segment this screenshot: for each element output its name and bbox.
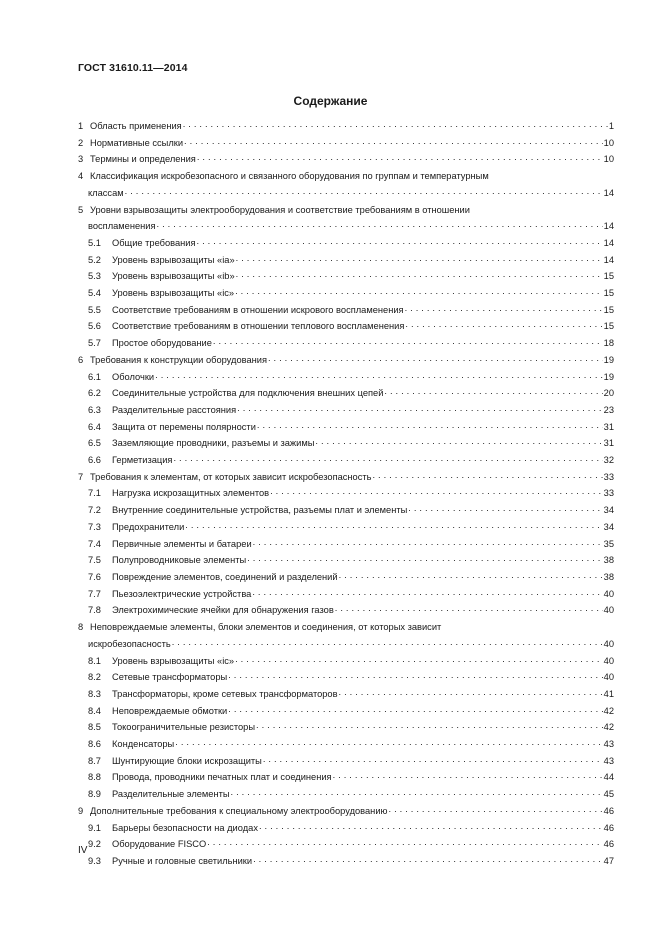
toc-entry-label bbox=[88, 653, 234, 670]
toc-entry[interactable] bbox=[78, 602, 614, 619]
toc-entry-title: Барьеры безопасности на диодах bbox=[112, 822, 258, 833]
leader-dots bbox=[125, 186, 603, 196]
leader-dots bbox=[236, 253, 603, 263]
toc-entry-page: 42 bbox=[603, 722, 614, 733]
toc-entry-page: 43 bbox=[603, 739, 614, 750]
leader-dots bbox=[405, 319, 602, 329]
toc-entry-label bbox=[88, 419, 256, 436]
toc-entry-label bbox=[88, 402, 236, 419]
toc-entry-title: Уровень взрывозащиты «ia» bbox=[112, 254, 235, 265]
toc-entry-label bbox=[88, 285, 234, 302]
toc-entry-label bbox=[88, 820, 258, 837]
toc-entry-number: 7.1 bbox=[88, 488, 101, 499]
toc-entry[interactable] bbox=[78, 369, 614, 386]
toc-entry-label bbox=[78, 619, 441, 636]
toc-entry-number: 7.3 bbox=[88, 521, 101, 532]
toc-entry-page: 40 bbox=[603, 588, 614, 599]
leader-dots bbox=[270, 486, 603, 496]
leader-dots bbox=[372, 470, 602, 480]
leader-dots bbox=[389, 804, 603, 814]
document-header: ГОСТ 31610.11—2014 bbox=[78, 62, 188, 74]
toc-entry[interactable] bbox=[78, 686, 614, 703]
toc-entry-number: 8.8 bbox=[88, 772, 101, 783]
toc-entry[interactable] bbox=[78, 302, 614, 319]
toc-entry-number: 9.3 bbox=[88, 855, 101, 866]
toc-entry-page: 20 bbox=[603, 388, 614, 399]
toc-entry[interactable] bbox=[78, 335, 614, 352]
toc-entry[interactable] bbox=[78, 519, 614, 536]
toc-entry[interactable] bbox=[78, 669, 614, 686]
toc-entry-title: Оборудование FISCO bbox=[112, 839, 207, 850]
toc-entry-label bbox=[88, 452, 172, 469]
toc-entry-number: 3 bbox=[78, 154, 84, 165]
toc-entry-page: 18 bbox=[603, 338, 614, 349]
toc-entry-label bbox=[88, 669, 227, 686]
toc-entry-page: 14 bbox=[603, 237, 614, 248]
toc-entry[interactable] bbox=[78, 385, 614, 402]
toc-entry[interactable] bbox=[78, 402, 614, 419]
toc-entry-number: 7.5 bbox=[88, 555, 101, 566]
toc-entry-number: 6.1 bbox=[88, 371, 101, 382]
leader-dots bbox=[231, 787, 603, 797]
leader-dots bbox=[213, 336, 603, 346]
toc-entry-number: 2 bbox=[78, 137, 84, 148]
toc-entry-title: Заземляющие проводники, разъемы и зажимы bbox=[112, 438, 315, 449]
toc-entry-title: Уровень взрывозащиты «ib» bbox=[112, 271, 235, 282]
toc-entry[interactable] bbox=[78, 703, 614, 720]
toc-entry-title: Герметизация bbox=[112, 455, 173, 466]
toc-entry-title: Провода, проводники печатных плат и соединения bbox=[112, 772, 332, 783]
toc-entry-page: 33 bbox=[603, 471, 614, 482]
toc-entry-label bbox=[88, 485, 269, 502]
toc-entry-number: 8.9 bbox=[88, 789, 101, 800]
toc-entry-title: Нагрузка искрозащитных элементов bbox=[112, 488, 270, 499]
toc-entry-page: 41 bbox=[603, 688, 614, 699]
toc-entry-number: 7.2 bbox=[88, 505, 101, 516]
leader-dots bbox=[185, 520, 602, 530]
toc-entry-number: 8.1 bbox=[88, 655, 101, 666]
toc-entry-label bbox=[88, 719, 255, 736]
toc-entry[interactable] bbox=[78, 786, 614, 803]
toc-entry[interactable] bbox=[78, 135, 614, 152]
toc-entry[interactable] bbox=[78, 452, 614, 469]
toc-entry-title: Общие требования bbox=[112, 237, 196, 248]
toc-entry-label bbox=[88, 703, 227, 720]
toc-entry[interactable] bbox=[78, 168, 614, 201]
toc-entry-title: Электрохимические ячейки для обнаружения газов bbox=[112, 605, 334, 616]
leader-dots bbox=[256, 720, 603, 730]
toc-entry[interactable] bbox=[78, 619, 614, 652]
table-of-contents bbox=[78, 118, 614, 870]
leader-dots bbox=[172, 637, 603, 647]
toc-entry-page: 19 bbox=[603, 354, 614, 365]
toc-entry-page: 14 bbox=[603, 221, 614, 232]
leader-dots bbox=[339, 570, 603, 580]
toc-entry[interactable] bbox=[78, 352, 614, 369]
toc-entry-title: Первичные элементы и батареи bbox=[112, 538, 252, 549]
toc-entry[interactable] bbox=[78, 252, 614, 269]
toc-entry-title: Разделительные элементы bbox=[112, 789, 230, 800]
toc-entry-label bbox=[88, 502, 407, 519]
toc-entry-label bbox=[88, 335, 212, 352]
toc-entry-label bbox=[88, 552, 246, 569]
toc-entry[interactable] bbox=[78, 419, 614, 436]
toc-entry-label bbox=[78, 118, 182, 135]
toc-entry-number: 8.5 bbox=[88, 722, 101, 733]
toc-entry-label bbox=[88, 686, 338, 703]
toc-entry[interactable] bbox=[78, 502, 614, 519]
leader-dots bbox=[384, 386, 602, 396]
toc-entry-number: 8.2 bbox=[88, 672, 101, 683]
toc-entry-title: Шунтирующие блоки искрозащиты bbox=[112, 755, 262, 766]
toc-entry-title: Уровень взрывозащиты «ic» bbox=[112, 655, 235, 666]
toc-entry-page: 31 bbox=[603, 421, 614, 432]
toc-entry-number: 6.6 bbox=[88, 455, 101, 466]
toc-entry-page: 33 bbox=[603, 488, 614, 499]
toc-entry-page: 46 bbox=[603, 822, 614, 833]
toc-entry-label bbox=[88, 602, 334, 619]
toc-entry-label bbox=[88, 235, 196, 252]
leader-dots bbox=[183, 119, 608, 129]
toc-entry-title: Область применения bbox=[90, 121, 182, 131]
leader-dots bbox=[408, 503, 602, 513]
toc-entry-page: 1 bbox=[608, 121, 614, 131]
toc-entry-title: Сетевые трансформаторы bbox=[112, 672, 228, 683]
toc-entry[interactable] bbox=[78, 820, 614, 837]
toc-entry-page: 38 bbox=[603, 571, 614, 582]
leader-dots bbox=[184, 136, 603, 146]
toc-entry-label bbox=[88, 569, 338, 586]
toc-entry-number: 8.7 bbox=[88, 755, 101, 766]
toc-entry-continuation: искробезопасность bbox=[88, 638, 171, 649]
toc-entry[interactable] bbox=[78, 536, 614, 553]
leader-dots bbox=[236, 269, 603, 279]
toc-entry[interactable] bbox=[78, 202, 614, 235]
toc-entry-title: Простое оборудование bbox=[112, 338, 212, 349]
toc-entry-number: 6.3 bbox=[88, 404, 101, 415]
toc-entry-title: Разделительные расстояния bbox=[112, 404, 237, 415]
leader-dots bbox=[197, 152, 603, 162]
toc-entry-number: 8.4 bbox=[88, 705, 101, 716]
toc-entry-page: 46 bbox=[603, 805, 614, 816]
toc-entry-number: 8 bbox=[78, 622, 84, 633]
toc-entry-title: Уровень взрывозащиты «ic» bbox=[112, 288, 235, 299]
toc-entry-number: 7.6 bbox=[88, 571, 101, 582]
toc-entry[interactable] bbox=[78, 235, 614, 252]
toc-entry-label bbox=[88, 318, 404, 335]
toc-entry-label bbox=[88, 302, 404, 319]
leader-dots bbox=[315, 436, 602, 446]
toc-entry-label bbox=[88, 753, 262, 770]
leader-dots bbox=[253, 854, 603, 864]
toc-entry-number: 6.4 bbox=[88, 421, 101, 432]
toc-entry[interactable] bbox=[78, 318, 614, 335]
toc-entry-page: 43 bbox=[603, 755, 614, 766]
toc-entry-page: 40 bbox=[603, 605, 614, 616]
toc-entry-label bbox=[78, 469, 371, 486]
toc-entry-number: 8.6 bbox=[88, 739, 101, 750]
leader-dots bbox=[253, 537, 603, 547]
toc-entry-page: 19 bbox=[603, 371, 614, 382]
toc-entry[interactable] bbox=[78, 736, 614, 753]
toc-entry-number: 9.2 bbox=[88, 839, 101, 850]
toc-entry-label bbox=[88, 252, 235, 269]
toc-entry-number: 8.3 bbox=[88, 688, 101, 699]
toc-entry-number: 7.7 bbox=[88, 588, 101, 599]
toc-entry-title: Требования к элементам, от которых зависит искробезопасность bbox=[90, 471, 372, 482]
toc-entry-number: 5.5 bbox=[88, 304, 101, 315]
toc-entry-label bbox=[88, 435, 314, 452]
toc-entry[interactable] bbox=[78, 485, 614, 502]
toc-entry-title: Соответствие требованиям в отношении искрового воспламенения bbox=[112, 304, 404, 315]
toc-entry-page: 10 bbox=[603, 154, 614, 165]
toc-entry-title: Термины и определения bbox=[90, 154, 196, 165]
toc-entry-label bbox=[88, 385, 383, 402]
toc-entry-title: Неповреждаемые обмотки bbox=[112, 705, 228, 716]
toc-entry-label bbox=[88, 769, 332, 786]
toc-entry-number: 6 bbox=[78, 354, 84, 365]
toc-entry-number: 6.2 bbox=[88, 388, 101, 399]
toc-entry-label bbox=[88, 836, 206, 853]
leader-dots bbox=[263, 754, 603, 764]
toc-entry-number: 9 bbox=[78, 805, 84, 816]
toc-entry[interactable] bbox=[78, 769, 614, 786]
toc-entry-page: 14 bbox=[603, 254, 614, 265]
toc-entry[interactable] bbox=[78, 719, 614, 736]
toc-entry-number: 9.1 bbox=[88, 822, 101, 833]
toc-entry-label bbox=[78, 202, 470, 219]
toc-entry-page: 15 bbox=[603, 271, 614, 282]
leader-dots bbox=[268, 353, 603, 363]
toc-entry[interactable] bbox=[78, 435, 614, 452]
toc-entry-label bbox=[88, 536, 252, 553]
toc-entry-label bbox=[78, 352, 267, 369]
toc-entry-title: Требования к конструкции оборудования bbox=[90, 354, 267, 365]
toc-entry-label bbox=[88, 268, 235, 285]
toc-entry-title: Полупроводниковые элементы bbox=[112, 555, 247, 566]
toc-entry-page: 15 bbox=[603, 288, 614, 299]
toc-entry-title: Нормативные ссылки bbox=[90, 137, 184, 148]
toc-entry-number: 5.2 bbox=[88, 254, 101, 265]
toc-entry-title: Защита от перемены полярности bbox=[112, 421, 256, 432]
toc-entry-continuation: воспламенения bbox=[88, 221, 156, 232]
toc-entry-label bbox=[88, 519, 184, 536]
leader-dots bbox=[339, 687, 603, 697]
toc-entry[interactable] bbox=[78, 653, 614, 670]
toc-entry-number: 7 bbox=[78, 471, 84, 482]
toc-entry[interactable] bbox=[78, 803, 614, 820]
toc-entry-page: 34 bbox=[603, 505, 614, 516]
toc-entry[interactable] bbox=[78, 285, 614, 302]
toc-entry-label bbox=[88, 586, 251, 603]
toc-entry-page: 35 bbox=[603, 538, 614, 549]
leader-dots bbox=[207, 837, 602, 847]
toc-entry-label bbox=[88, 853, 252, 870]
toc-entry-title: Токоограничительные резисторы bbox=[112, 722, 256, 733]
leader-dots bbox=[157, 219, 603, 229]
toc-entry-page: 34 bbox=[603, 521, 614, 532]
toc-entry-page: 45 bbox=[603, 789, 614, 800]
toc-entry-number: 5.1 bbox=[88, 237, 101, 248]
toc-entry-page: 40 bbox=[603, 672, 614, 683]
toc-entry-title: Классификация искробезопасного и связанного оборудования по группам и температурным bbox=[90, 171, 489, 182]
toc-entry-title: Предохранители bbox=[112, 521, 185, 532]
toc-entry-title: Ручные и головные светильники bbox=[112, 855, 253, 866]
toc-entry[interactable] bbox=[78, 268, 614, 285]
leader-dots bbox=[335, 603, 603, 613]
leader-dots bbox=[247, 553, 603, 563]
toc-entry[interactable] bbox=[78, 118, 614, 135]
toc-entry-label bbox=[88, 369, 154, 386]
toc-entry-number: 5.6 bbox=[88, 321, 101, 332]
toc-entry-number: 5.7 bbox=[88, 338, 101, 349]
leader-dots bbox=[237, 403, 603, 413]
toc-entry-page: 46 bbox=[603, 839, 614, 850]
leader-dots bbox=[405, 303, 603, 313]
toc-entry-number: 7.8 bbox=[88, 605, 101, 616]
leader-dots bbox=[259, 821, 603, 831]
leader-dots bbox=[197, 236, 603, 246]
leader-dots bbox=[333, 770, 603, 780]
toc-entry-title: Соответствие требованиям в отношении теплового воспламенения bbox=[112, 321, 405, 332]
leader-dots bbox=[228, 704, 602, 714]
toc-entry-title: Оболочки bbox=[112, 371, 155, 382]
toc-entry[interactable] bbox=[78, 853, 614, 870]
toc-entry-page: 15 bbox=[603, 304, 614, 315]
toc-entry-page: 10 bbox=[603, 137, 614, 148]
toc-entry-number: 7.4 bbox=[88, 538, 101, 549]
leader-dots bbox=[175, 737, 602, 747]
toc-entry-page: 14 bbox=[603, 187, 614, 198]
toc-entry-title: Неповреждаемые элементы, блоки элементов и соединения, от которых зависит bbox=[90, 622, 442, 633]
toc-entry[interactable] bbox=[78, 836, 614, 853]
toc-entry-title: Внутренние соединительные устройства, разъемы плат и элементы bbox=[112, 505, 408, 516]
leader-dots bbox=[252, 587, 602, 597]
toc-entry-label bbox=[88, 786, 230, 803]
toc-entry-number: 5.3 bbox=[88, 271, 101, 282]
toc-entry-label bbox=[88, 736, 174, 753]
toc-entry-page: 38 bbox=[603, 555, 614, 566]
toc-entry-title: Пьезоэлектрические устройства bbox=[112, 588, 252, 599]
toc-entry-page: 23 bbox=[603, 404, 614, 415]
leader-dots bbox=[228, 670, 602, 680]
toc-entry-label bbox=[78, 168, 489, 185]
toc-entry[interactable] bbox=[78, 569, 614, 586]
toc-entry-page: 40 bbox=[603, 655, 614, 666]
toc-entry-page: 32 bbox=[603, 455, 614, 466]
leader-dots bbox=[173, 453, 602, 463]
leader-dots bbox=[235, 654, 603, 664]
toc-entry-title: Конденсаторы bbox=[112, 739, 175, 750]
toc-entry-number: 4 bbox=[78, 171, 84, 182]
toc-entry-number: 5.4 bbox=[88, 288, 101, 299]
toc-entry-label bbox=[78, 135, 183, 152]
leader-dots bbox=[155, 370, 603, 380]
toc-entry-title: Трансформаторы, кроме сетевых трансформаторов bbox=[112, 688, 338, 699]
toc-entry-title: Повреждение элементов, соединений и разделений bbox=[112, 571, 338, 582]
toc-entry[interactable] bbox=[78, 586, 614, 603]
toc-entry-page: 15 bbox=[603, 321, 614, 332]
toc-entry-continuation: классам bbox=[88, 187, 124, 198]
toc-entry-label bbox=[78, 151, 196, 168]
leader-dots bbox=[257, 420, 603, 430]
toc-entry-title: Уровни взрывозащиты электрооборудования и соответствие требованиям в отношении bbox=[90, 204, 470, 215]
page-number: IV bbox=[78, 845, 88, 856]
toc-entry-title: Соединительные устройства для подключения внешних цепей bbox=[112, 388, 384, 399]
toc-entry-number: 1 bbox=[78, 121, 84, 131]
toc-entry[interactable] bbox=[78, 469, 614, 486]
toc-entry-page: 44 bbox=[603, 772, 614, 783]
toc-entry-title: Дополнительные требования к специальному электрооборудованию bbox=[90, 805, 388, 816]
toc-entry-page: 42 bbox=[603, 705, 614, 716]
toc-entry[interactable] bbox=[78, 151, 614, 168]
toc-entry-label bbox=[78, 803, 388, 820]
toc-entry-page: 47 bbox=[603, 855, 614, 866]
toc-entry-page: 31 bbox=[603, 438, 614, 449]
toc-entry-number: 6.5 bbox=[88, 438, 101, 449]
toc-entry[interactable] bbox=[78, 753, 614, 770]
page-title: Содержание bbox=[293, 94, 368, 108]
toc-entry-number: 5 bbox=[78, 204, 84, 215]
leader-dots bbox=[235, 286, 603, 296]
toc-entry-page: 40 bbox=[603, 638, 614, 649]
toc-entry[interactable] bbox=[78, 552, 614, 569]
